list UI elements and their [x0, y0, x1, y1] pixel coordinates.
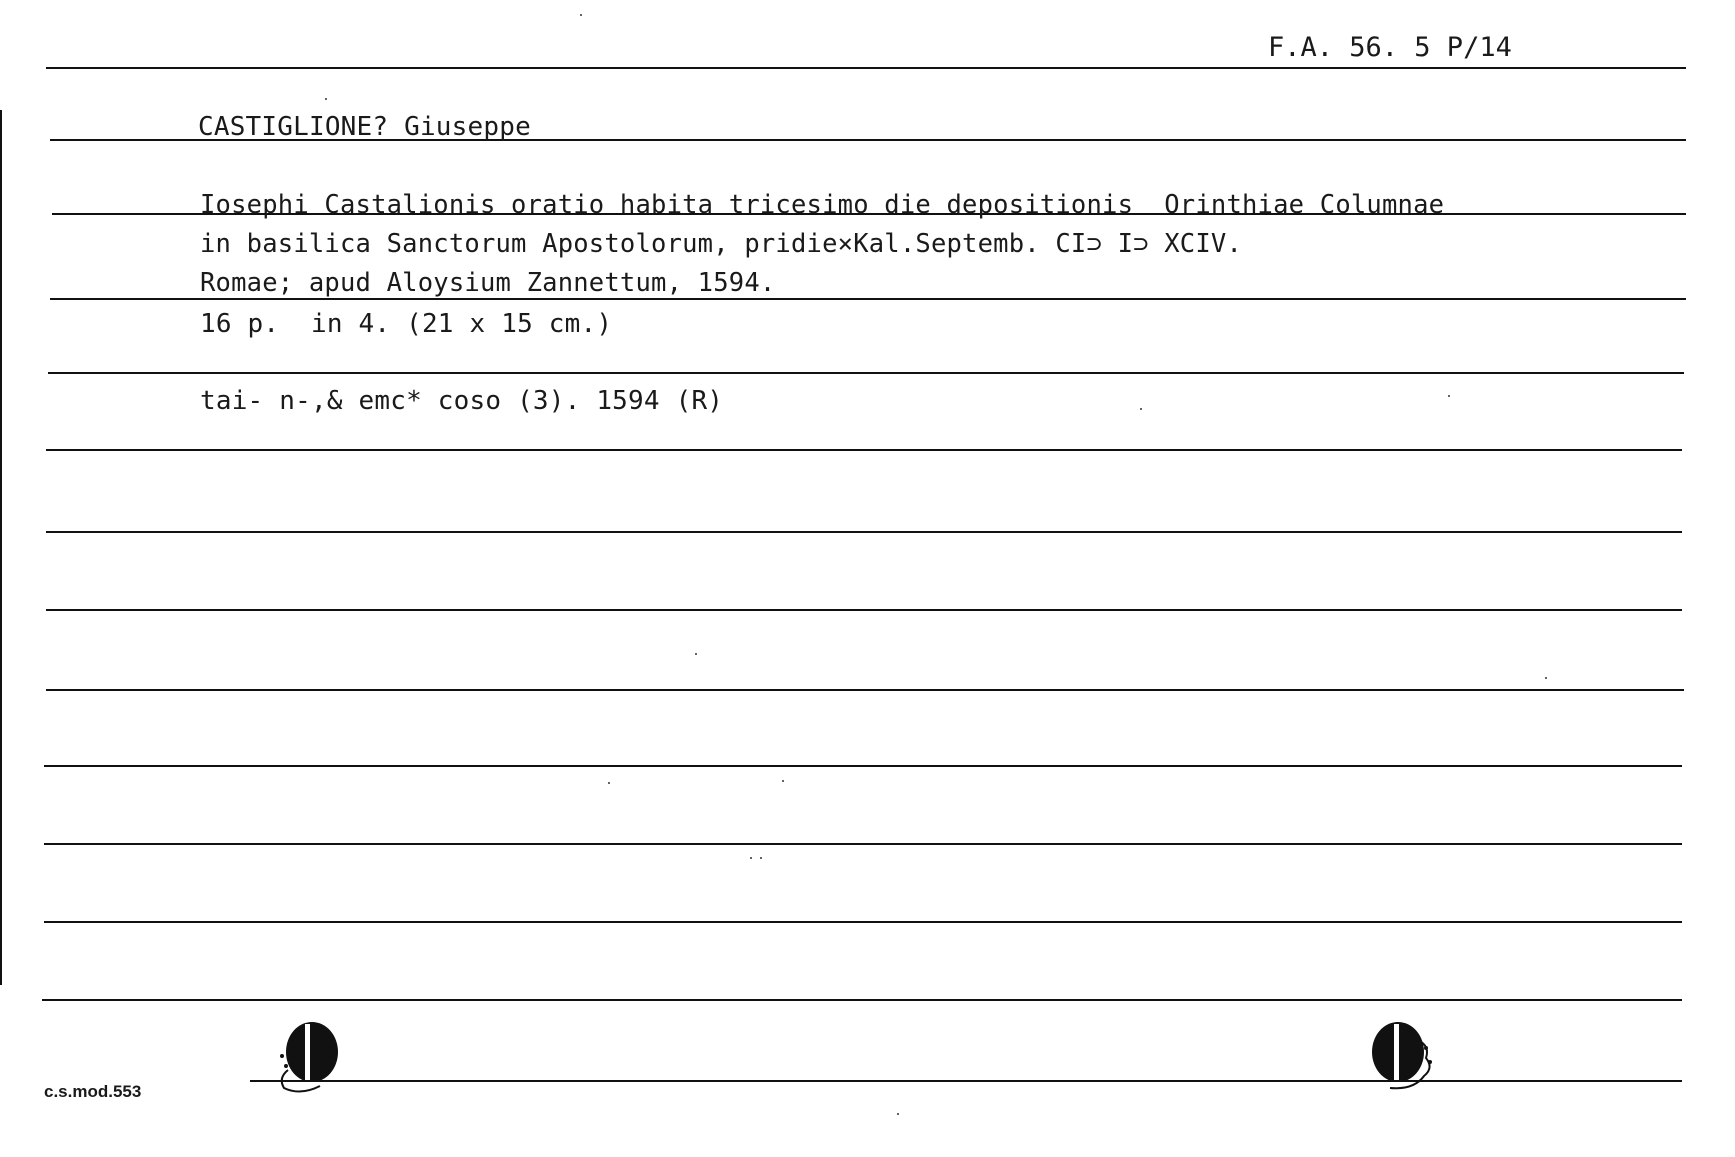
ruled-line [46, 689, 1684, 691]
binder-hole-icon [1368, 1010, 1438, 1100]
title-line-1: Iosephi Castalionis oratio habita tricesimo die depositionis Orinthiae Columnae [200, 190, 1445, 220]
ruled-line [46, 449, 1682, 451]
ruled-line [46, 531, 1682, 533]
card-left-edge [0, 110, 2, 985]
author-heading: CASTIGLIONE? Giuseppe [198, 112, 531, 142]
dust-speck [750, 857, 752, 859]
ruled-line [44, 921, 1682, 923]
dust-speck [580, 14, 582, 16]
fingerprint: tai- n-,& emc* coso (3). 1594 (R) [200, 386, 724, 416]
title-line-3: Romae; apud Aloysium Zannettum, 1594. [200, 268, 776, 298]
shelfmark: F.A. 56. 5 P/14 [1268, 32, 1512, 63]
dust-speck [897, 1113, 899, 1115]
dust-speck [1545, 677, 1547, 679]
ruled-line [50, 298, 1686, 300]
dust-speck [782, 780, 784, 782]
collation: 16 p. in 4. (21 x 15 cm.) [200, 309, 613, 339]
ruled-line [46, 609, 1682, 611]
ruled-line [44, 843, 1682, 845]
title-line-2: in basilica Sanctorum Apostolorum, pridie⨯Kal.Septemb. CI⊃ I⊃ XCIV. [200, 229, 1243, 259]
ruled-line [250, 1080, 1682, 1082]
ruled-line [48, 372, 1684, 374]
dust-speck [760, 857, 762, 859]
dust-speck [325, 98, 327, 100]
binder-hole-icon [270, 1010, 340, 1100]
dust-speck [695, 653, 697, 655]
ruled-line [44, 765, 1682, 767]
dust-speck [608, 782, 610, 784]
ruled-line [46, 67, 1686, 69]
ruled-line [42, 999, 1682, 1001]
dust-speck [1448, 395, 1450, 397]
dust-speck [1140, 408, 1142, 410]
form-code: c.s.mod.553 [44, 1082, 142, 1101]
